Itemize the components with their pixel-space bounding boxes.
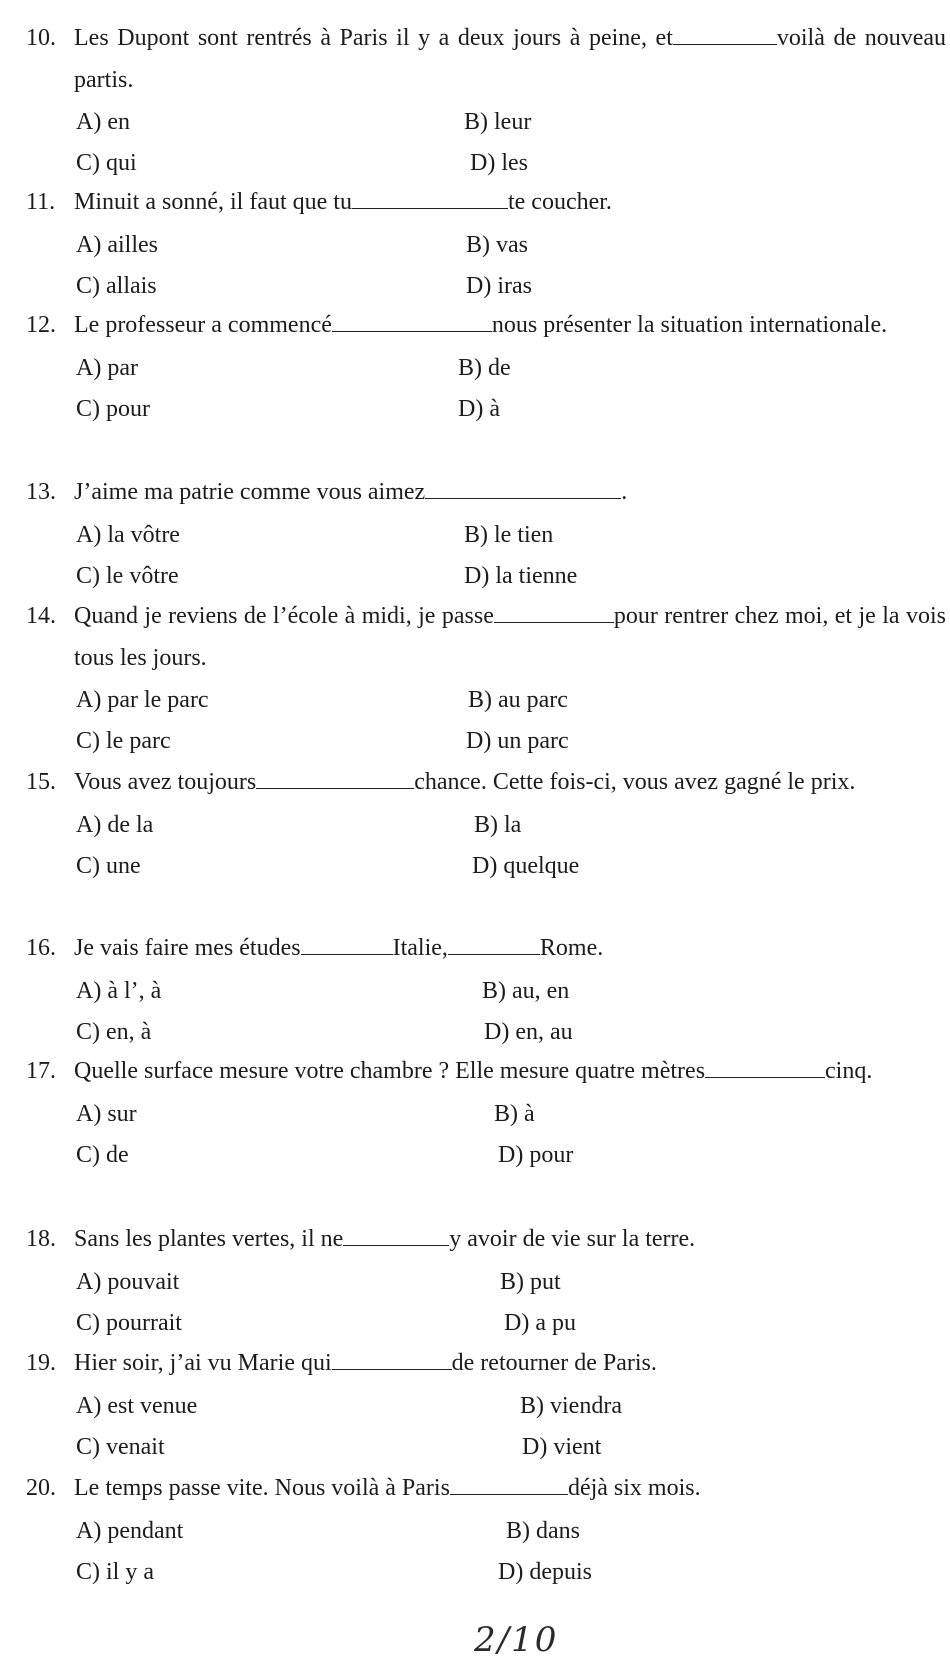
answer-blank <box>256 787 414 789</box>
option-c: C) pour <box>76 395 150 422</box>
answer-blank <box>450 1493 568 1495</box>
option-c: C) de <box>76 1141 129 1168</box>
option-d: D) un parc <box>466 728 569 754</box>
option-d: D) depuis <box>498 1558 592 1585</box>
question-number: 16. <box>26 935 56 961</box>
option-b: B) put <box>500 1268 561 1295</box>
question-number: 20. <box>26 1475 56 1501</box>
option-a: A) ailles <box>76 231 158 258</box>
option-c: C) en, à <box>76 1018 152 1045</box>
answer-blank <box>343 1244 449 1246</box>
question-20 <box>26 1468 946 1594</box>
question-19 <box>26 1343 946 1469</box>
option-b: B) au parc <box>468 687 568 713</box>
question-stem: J’aime ma patrie comme vous aimez . <box>74 479 628 505</box>
question-number: 11. <box>26 189 56 215</box>
page-number: 2/10 <box>474 1620 559 1660</box>
option-c: C) le parc <box>76 728 171 754</box>
question-11 <box>26 182 946 308</box>
question-number: 19. <box>26 1350 56 1376</box>
option-d: D) à <box>458 395 500 422</box>
option-d: D) la tienne <box>464 562 578 589</box>
question-stem: Quand je reviens de l’école à midi, je passe pour rentrer chez moi, et je la vois tous les jours. <box>74 603 946 671</box>
question-16 <box>26 928 946 1054</box>
option-d: D) vient <box>522 1433 602 1460</box>
option-c: C) une <box>76 852 141 879</box>
option-a: A) la vôtre <box>76 521 180 548</box>
question-12 <box>26 305 946 431</box>
question-15 <box>26 762 946 888</box>
option-d: D) pour <box>498 1141 574 1168</box>
answer-blank <box>352 207 508 209</box>
option-a: A) par <box>76 354 138 381</box>
option-a: A) pendant <box>76 1517 184 1544</box>
option-c: C) allais <box>76 272 157 299</box>
option-b: B) au, en <box>482 977 570 1004</box>
option-b: B) à <box>494 1100 535 1127</box>
question-number: 18. <box>26 1226 56 1252</box>
option-d: D) a pu <box>504 1309 576 1336</box>
answer-options <box>26 1093 946 1177</box>
option-b: B) dans <box>506 1517 580 1544</box>
option-a: A) à l’, à <box>76 977 162 1004</box>
option-b: B) la <box>474 811 522 838</box>
answer-blank <box>448 953 540 955</box>
question-13 <box>26 472 946 598</box>
option-a: A) en <box>76 109 130 135</box>
answer-options <box>26 970 946 1054</box>
option-d: D) quelque <box>472 852 580 879</box>
option-a: A) est venue <box>76 1392 198 1419</box>
question-17 <box>26 1051 946 1177</box>
question-number: 17. <box>26 1058 56 1084</box>
question-stem: Quelle surface mesure votre chambre ? Elle mesure quatre mètres cinq. <box>74 1058 873 1084</box>
question-stem: Le temps passe vite. Nous voilà à Paris déjà six mois. <box>74 1475 701 1501</box>
option-b: B) viendra <box>520 1392 622 1419</box>
option-a: A) sur <box>76 1100 137 1127</box>
question-stem: Je vais faire mes études Italie, Rome. <box>74 935 604 961</box>
question-number: 10. <box>26 25 56 51</box>
answer-blank <box>332 330 492 332</box>
option-c: C) qui <box>76 150 137 176</box>
option-c: C) le vôtre <box>76 562 179 589</box>
answer-options <box>26 224 946 308</box>
question-stem: Minuit a sonné, il faut que tu te coucher. <box>74 189 612 215</box>
option-a: A) de la <box>76 811 154 838</box>
answer-options <box>26 1261 946 1345</box>
question-stem: Hier soir, j’ai vu Marie qui de retourner de Paris. <box>74 1350 657 1376</box>
question-18 <box>26 1219 946 1345</box>
option-d: D) iras <box>466 272 532 299</box>
answer-options <box>26 347 946 431</box>
option-d: D) les <box>470 150 528 176</box>
answer-blank <box>301 953 393 955</box>
option-b: B) vas <box>466 231 528 258</box>
question-stem: Le professeur a commencé nous présenter la situation internationale. <box>74 312 888 338</box>
question-14 <box>26 596 946 763</box>
answer-blank <box>673 43 777 45</box>
option-b: B) de <box>458 354 511 381</box>
answer-options <box>26 804 946 888</box>
option-b: B) le tien <box>464 521 554 548</box>
answer-options <box>26 1385 946 1469</box>
question-number: 13. <box>26 479 56 505</box>
answer-options <box>26 679 946 763</box>
answer-blank <box>494 621 614 623</box>
answer-blank <box>425 497 621 499</box>
option-b: B) leur <box>464 109 532 135</box>
question-stem: Les Dupont sont rentrés à Paris il y a deux jours à peine, et voilà de nouveau partis. <box>74 25 946 93</box>
answer-options <box>26 514 946 598</box>
option-d: D) en, au <box>484 1018 573 1045</box>
question-number: 12. <box>26 312 56 338</box>
question-stem: Vous avez toujours chance. Cette fois-ci, vous avez gagné le prix. <box>74 769 856 795</box>
answer-blank <box>705 1076 825 1078</box>
answer-blank <box>332 1368 452 1370</box>
answer-options <box>26 1510 946 1594</box>
question-stem: Sans les plantes vertes, il ne y avoir de vie sur la terre. <box>74 1226 696 1252</box>
question-number: 15. <box>26 769 56 795</box>
option-c: C) venait <box>76 1433 165 1460</box>
option-a: A) par le parc <box>76 687 209 713</box>
question-number: 14. <box>26 603 56 629</box>
option-a: A) pouvait <box>76 1268 180 1295</box>
option-c: C) pourrait <box>76 1309 182 1336</box>
option-c: C) il y a <box>76 1558 154 1585</box>
answer-options <box>26 101 946 185</box>
question-10 <box>26 18 946 185</box>
